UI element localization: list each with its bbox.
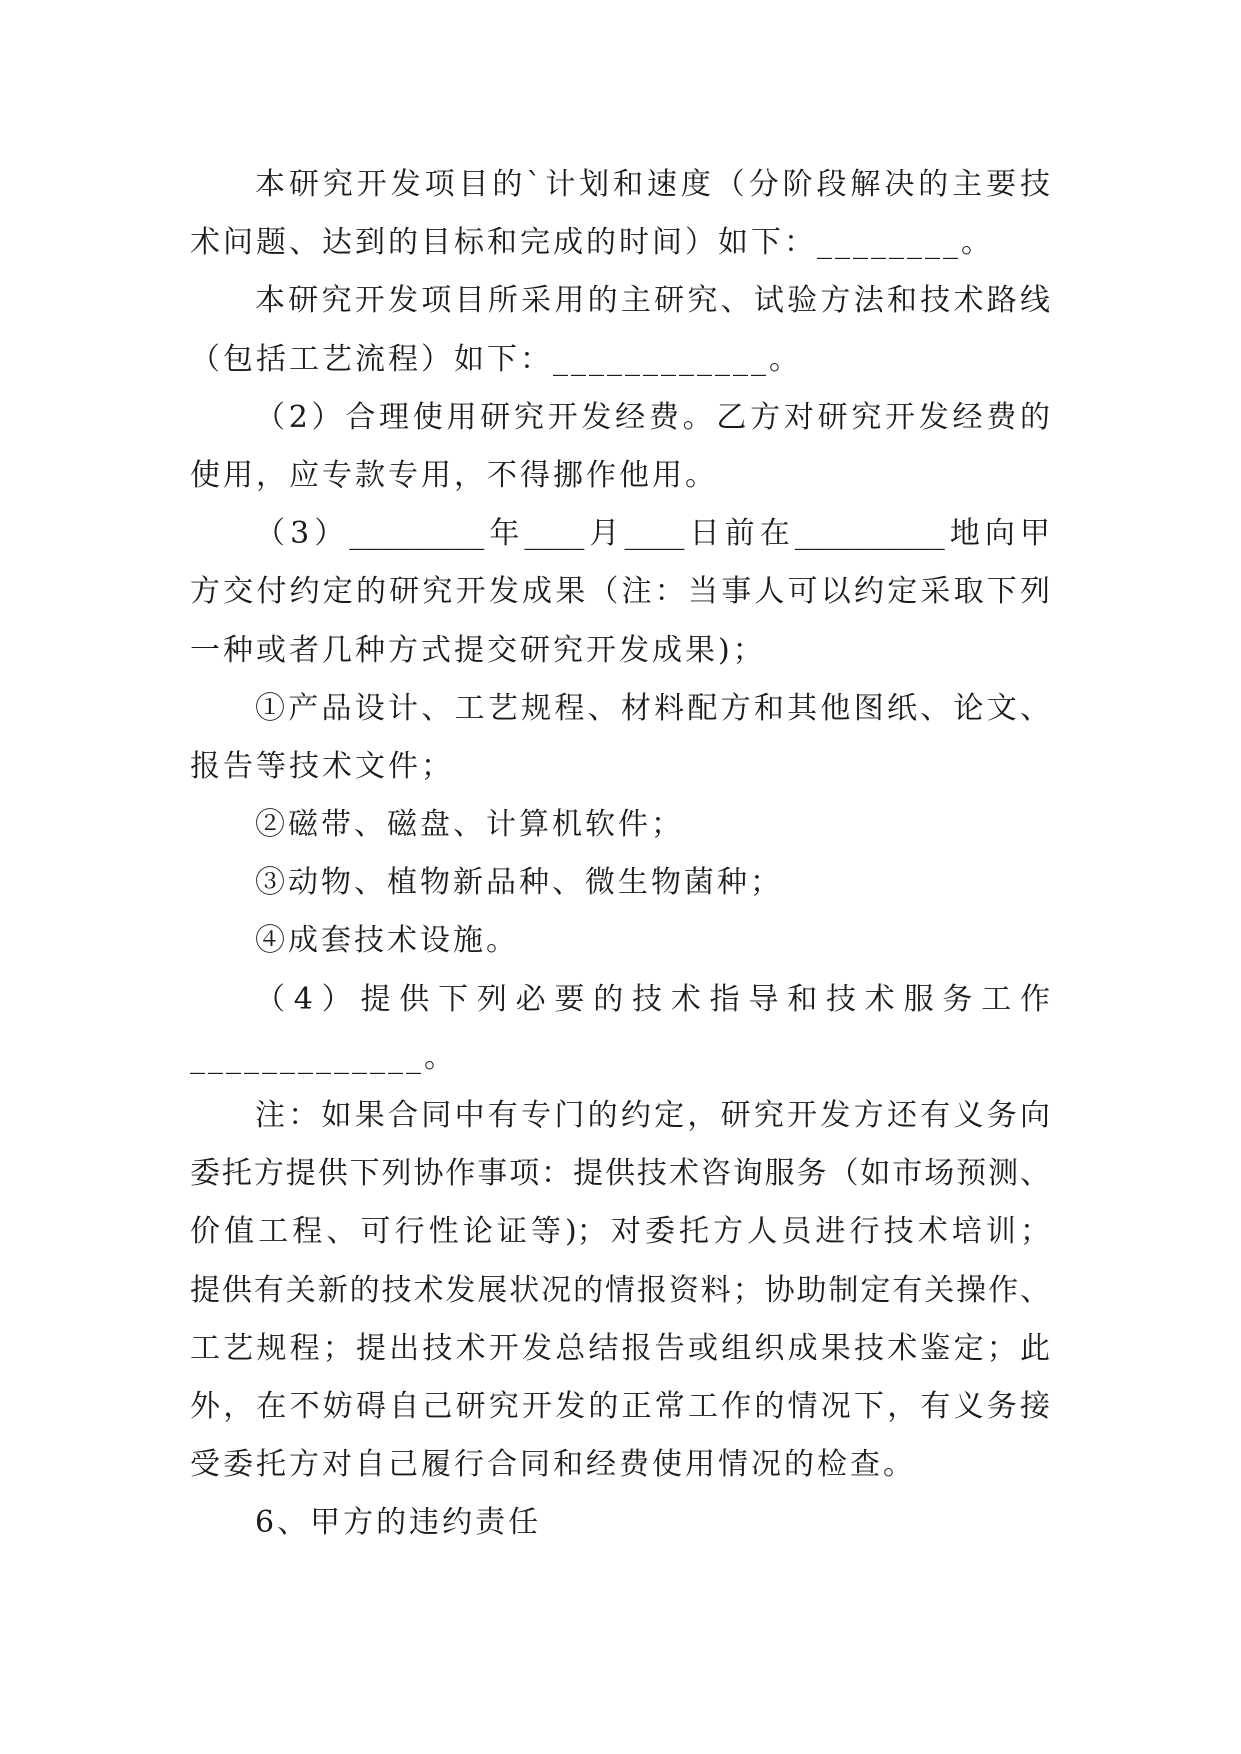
paragraph-line: 提供有关新的技术发展状况的情报资料；协助制定有关操作、 (190, 1272, 1050, 1308)
paragraph-note (190, 1087, 1050, 1494)
paragraph-line: 报告等技术文件； (190, 748, 454, 784)
paragraph-item-4-technical-service (190, 971, 1050, 1087)
paragraph-line: ①产品设计、工艺规程、材料配方和其他图纸、论文、 (255, 690, 1050, 726)
paragraph-line: （包括工艺流程）如下：____________。 (190, 341, 802, 377)
list-item-deliverable-1 (190, 680, 1050, 796)
paragraph-line: （3）_________年____月____日前在__________地向甲 (255, 516, 1050, 552)
paragraph-line: 本研究开发项目的`计划和速度（分阶段解决的主要技 (255, 167, 1050, 202)
paragraph-line: 委托方提供下列协作事项：提供技术咨询服务（如市场预测、 (190, 1156, 1050, 1192)
paragraph-line: 术问题、达到的目标和完成的时间）如下：________。 (190, 225, 994, 261)
section-heading-party-a-liability (190, 1494, 1050, 1552)
paragraph-line: ③动物、植物新品种、微生物菌种； (255, 865, 783, 901)
list-item-deliverable-4 (190, 912, 1050, 970)
paragraph-line: ④成套技术设施。 (255, 923, 519, 959)
paragraph-item-2-funding (190, 389, 1050, 505)
paragraph-item-3-delivery (190, 505, 1050, 680)
list-item-deliverable-2 (190, 796, 1050, 854)
list-item-deliverable-3 (190, 854, 1050, 912)
document-body (190, 156, 1050, 1553)
paragraph-plan-schedule (190, 156, 1050, 272)
paragraph-research-method (190, 272, 1050, 388)
section-heading: 6、甲方的违约责任 (255, 1505, 542, 1541)
paragraph-line: 使用，应专款专用，不得挪作他用。 (190, 457, 718, 493)
paragraph-line: ②磁带、磁盘、计算机软件； (255, 807, 684, 843)
paragraph-line: 价值工程、可行性论证等)；对委托方人员进行技术培训； (190, 1214, 1050, 1250)
paragraph-line: _____________。 (190, 1039, 457, 1075)
paragraph-line: 外，在不妨碍自己研究开发的正常工作的情况下，有义务接 (190, 1388, 1050, 1424)
paragraph-line: 本研究开发项目所采用的主研究、试验方法和技术路线 (255, 283, 1050, 319)
paragraph-line: 方交付约定的研究开发成果（注：当事人可以约定采取下列 (190, 574, 1050, 610)
paragraph-line: （2）合理使用研究开发经费。乙方对研究开发经费的 (255, 399, 1050, 435)
paragraph-line: 受委托方对自己履行合同和经费使用情况的检查。 (190, 1447, 916, 1483)
paragraph-line: 注：如果合同中有专门的约定，研究开发方还有义务向 (255, 1098, 1050, 1133)
paragraph-line: 一种或者几种方式提交研究开发成果)； (190, 632, 766, 668)
paragraph-line: 工艺规程；提出技术开发总结报告或组织成果技术鉴定；此 (190, 1330, 1050, 1366)
paragraph-line: （4）提供下列必要的技术指导和技术服务工作 (255, 981, 1050, 1017)
